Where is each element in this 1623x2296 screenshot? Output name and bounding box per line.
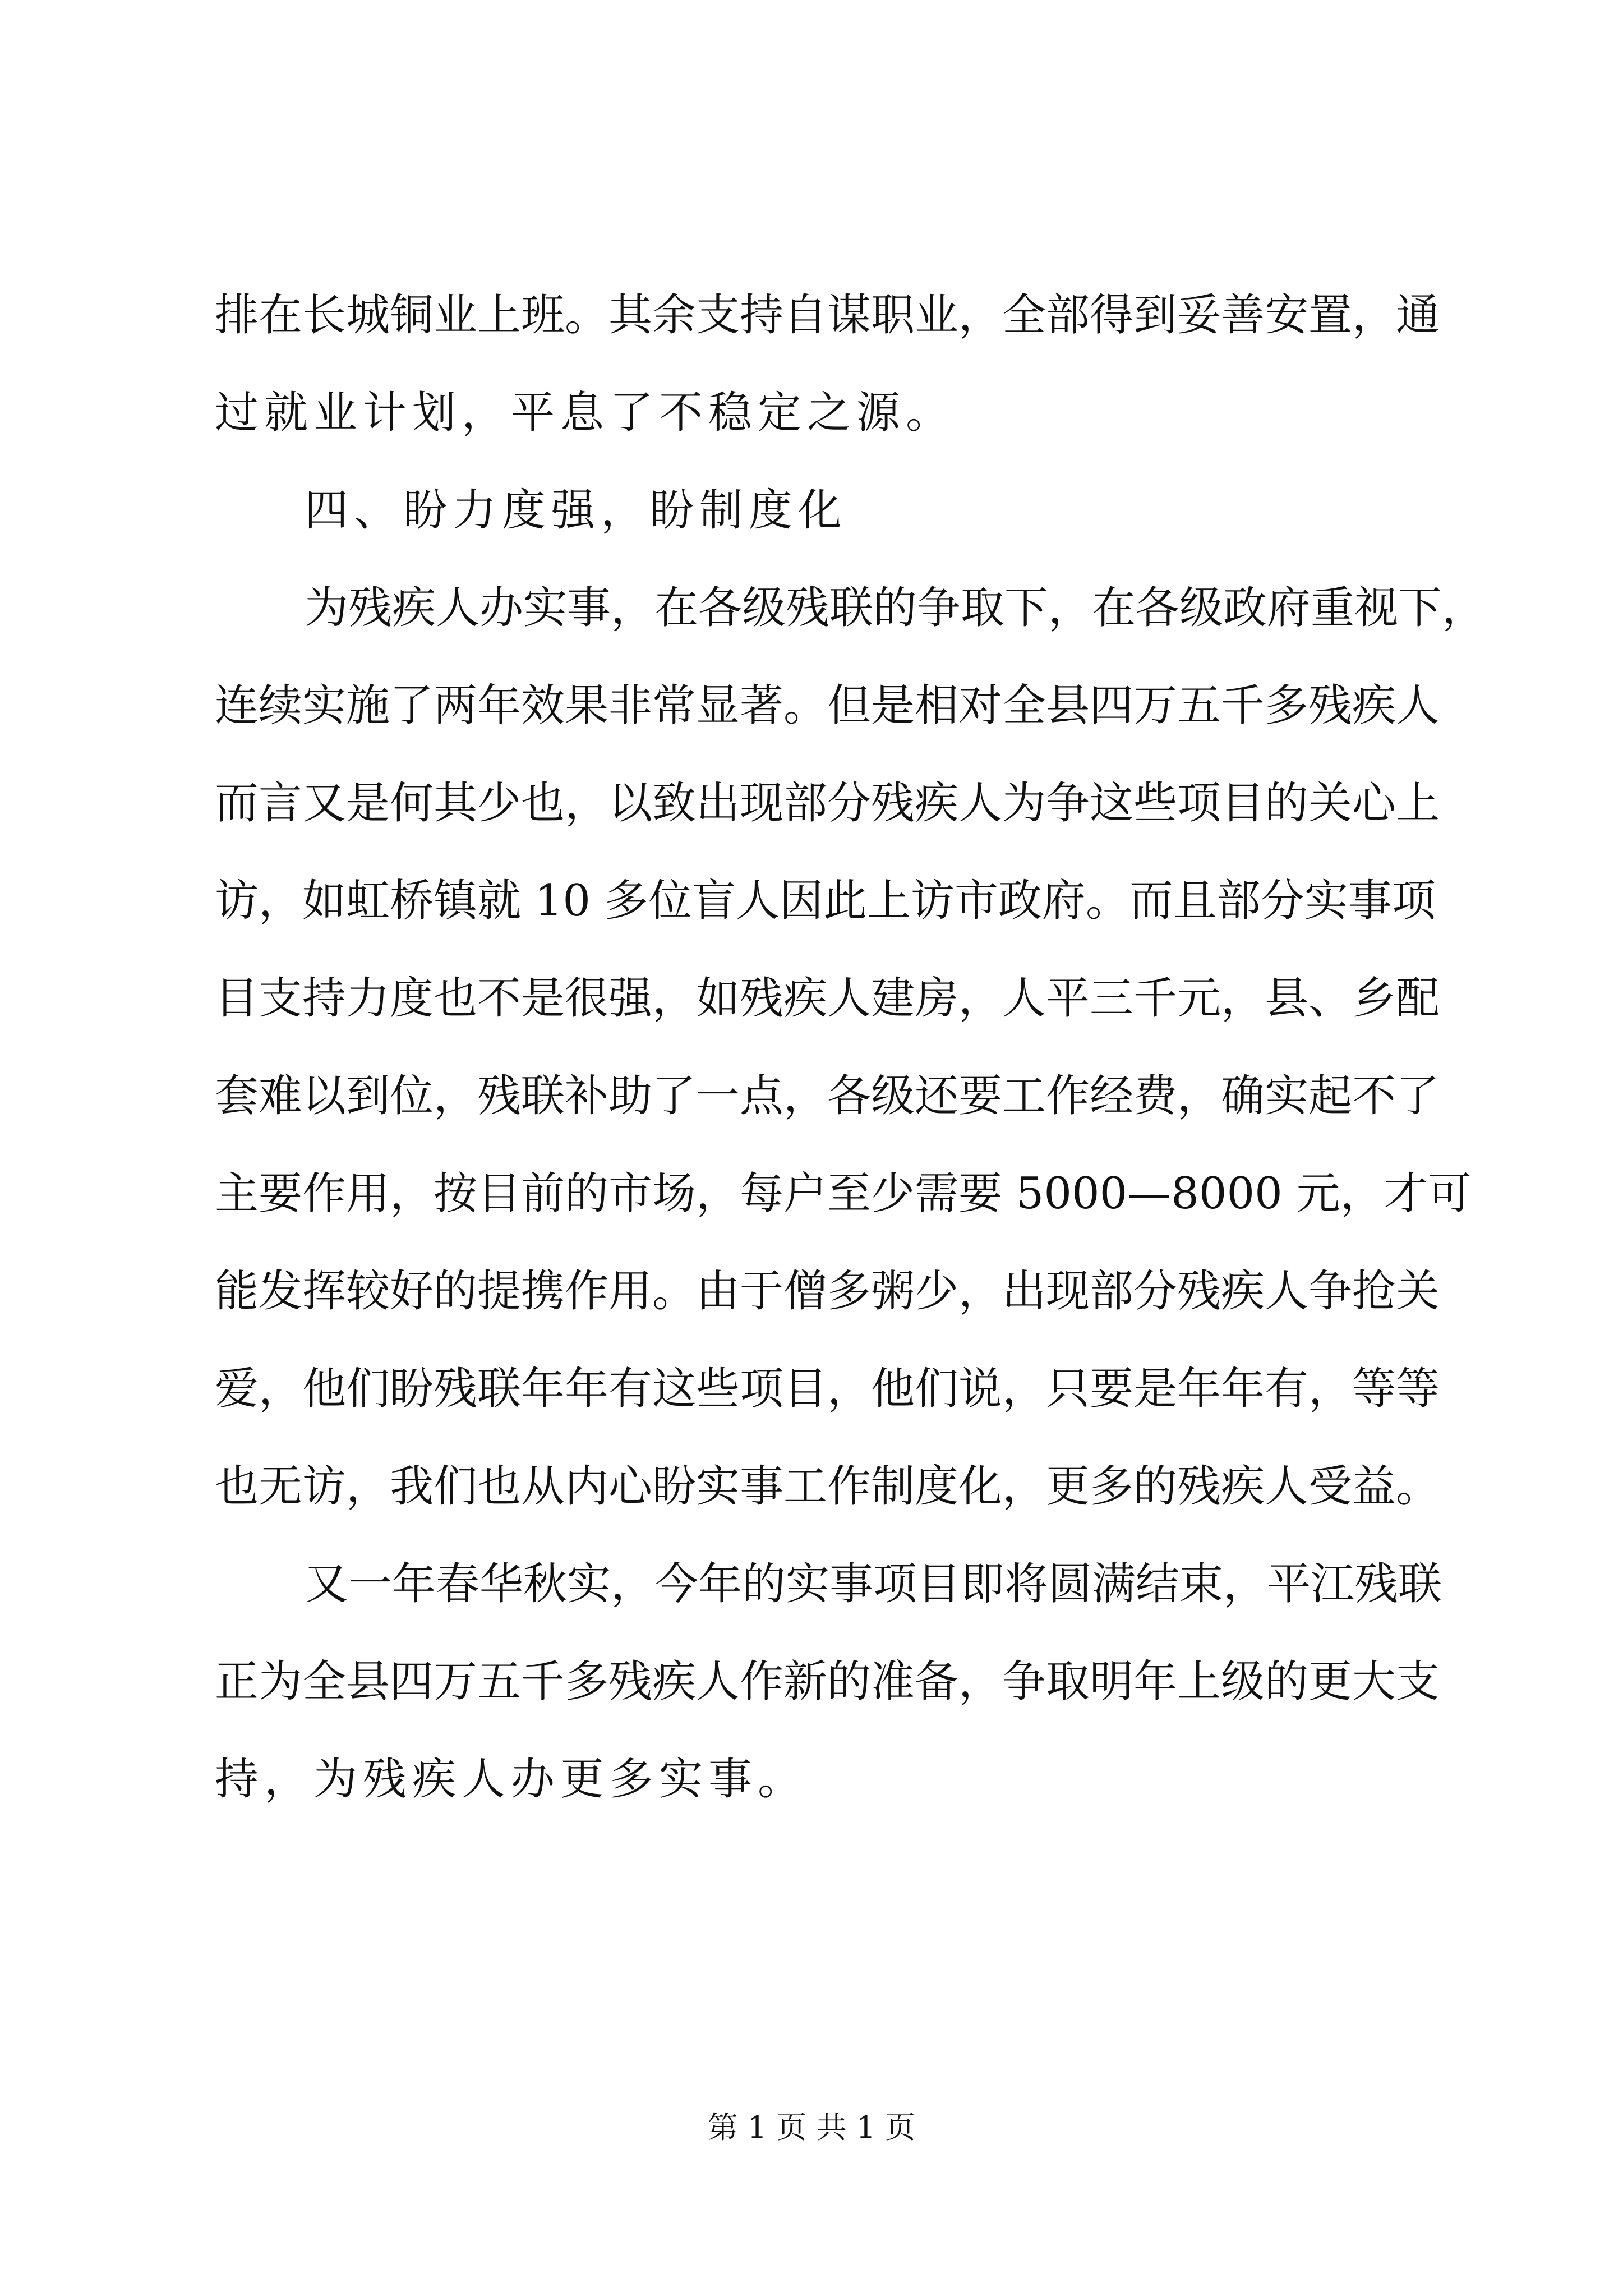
page-footer: 第 1 页 共 1 页 (707, 2110, 916, 2145)
text-line: 又一年春华秋实，今年的实事项目即将圆满结束，平江残联 (305, 1559, 1442, 1609)
text-line: 为残疾人办实事，在各级残联的争取下，在各级政府重视下， (305, 583, 1486, 633)
text-line: 而言又是何其少也，以致出现部分残疾人为争这些项目的关心上 (215, 778, 1440, 829)
text-line: 排在长城铜业上班。其余支持自谋职业，全部得到妥善安置，通 (215, 290, 1440, 341)
text-line: 目支持力度也不是很强，如残疾人建房，人平三千元，县、乡配 (215, 973, 1440, 1024)
text-line: 访，如虹桥镇就 10 多位盲人因此上访市政府。而且部分实事项 (215, 876, 1436, 926)
text-line: 正为全县四万五千多残疾人作新的准备，争取明年上级的更大支 (215, 1657, 1440, 1707)
text-line: 主要作用，按目前的市场，每户至少需要 5000—8000 元，才可 (215, 1168, 1472, 1219)
text-line: 套难以到位，残联补助了一点，各级还要工作经费，确实起不了 (215, 1071, 1440, 1121)
section-heading: 四、盼力度强，盼制度化 (305, 485, 848, 536)
text-line: 爱，他们盼残联年年有这些项目，他们说，只要是年年有，等等 (215, 1364, 1440, 1414)
text-line: 能发挥较好的提携作用。由于僧多粥少，出现部分残疾人争抢关 (215, 1266, 1440, 1317)
text-line: 也无访，我们也从内心盼实事工作制度化，更多的残疾人受益。 (215, 1461, 1440, 1512)
text-line: 持，为残疾人办更多实事。 (215, 1754, 808, 1805)
document-body (215, 266, 1486, 1828)
text-line: 连续实施了两年效果非常显著。但是相对全县四万五千多残疾人 (215, 680, 1440, 731)
text-line: 过就业计划，平息了不稳定之源。 (215, 388, 956, 438)
